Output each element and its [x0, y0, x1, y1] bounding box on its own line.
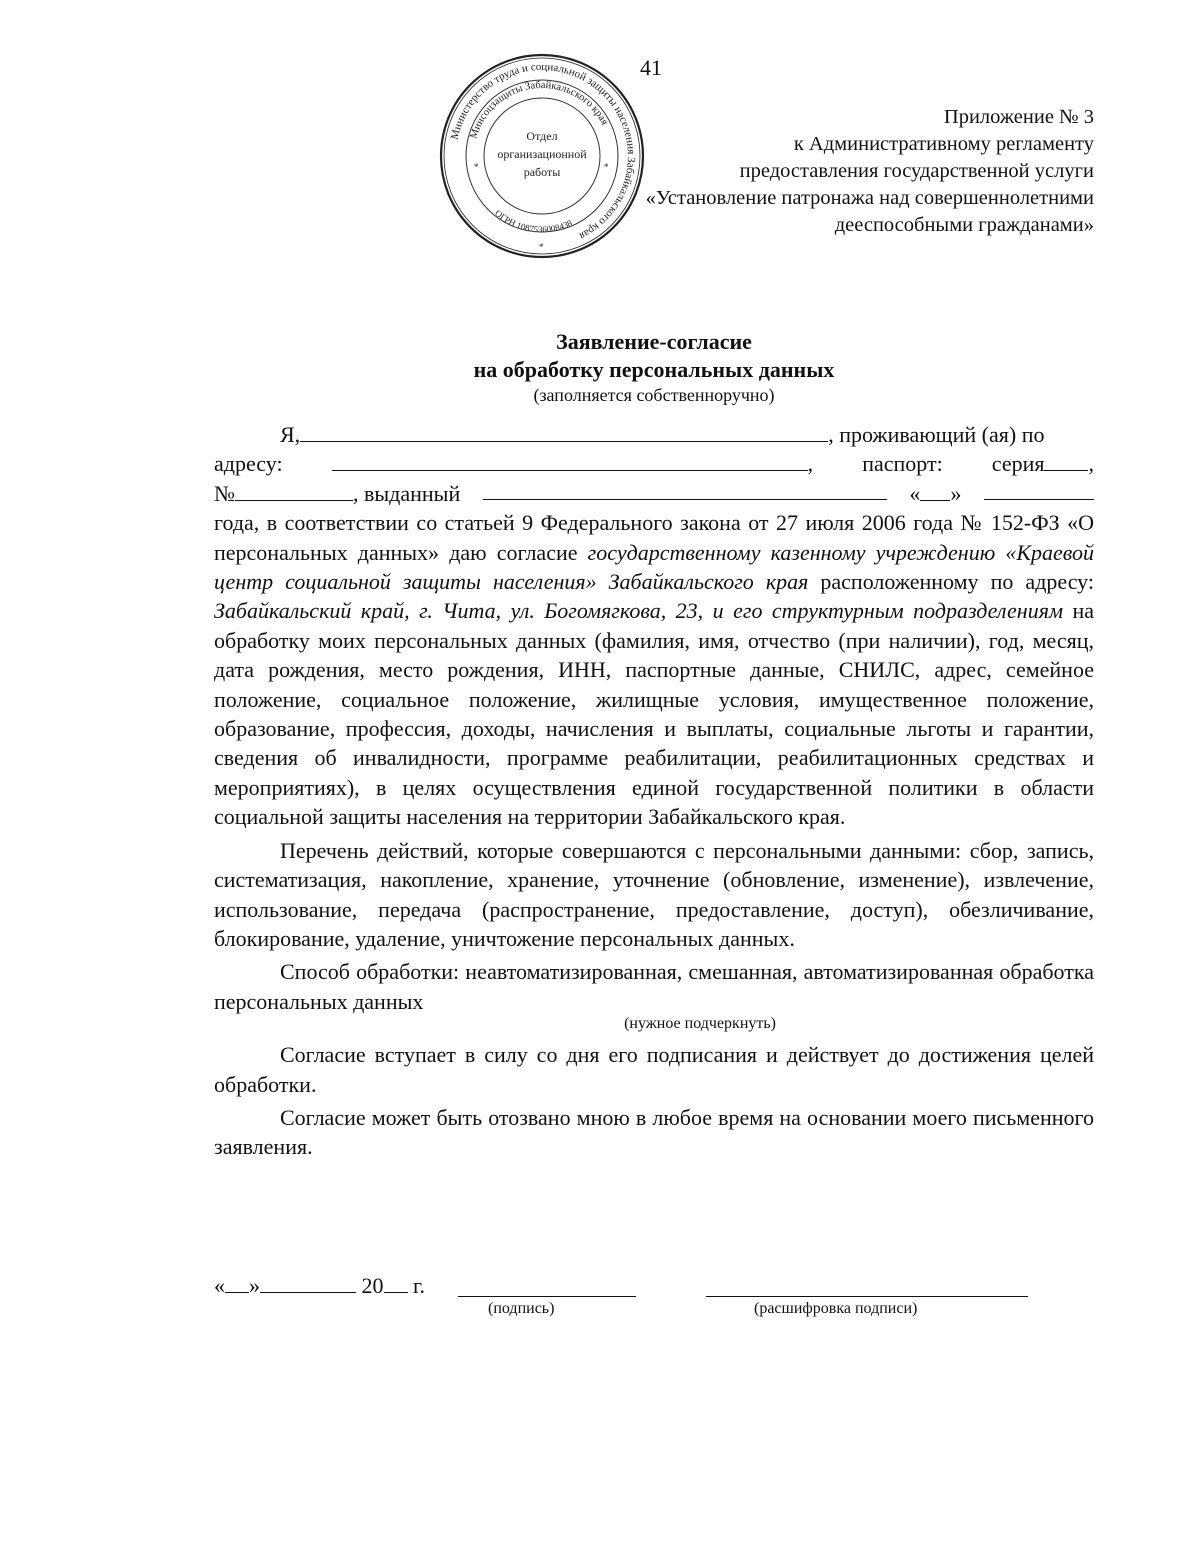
- consent-text-c: на обработку моих персональных данных (фамилия, имя, отчество (при наличии), год, месяц, дата рождения, место рождения, ИНН, паспортные данные, СНИЛС, адрес, семейное положение, социальное положение, жилищные условия, имущественное положение, образование, профессия, доходы, начисления и выплаты, социальные льготы и гарантии, сведения об инвалидности, программе реабилитации, реабилитационных средствах и мероприятиях), в целях осуществления единой государственной политики в области социальной защиты населения на территории Забайкальского края.: [214, 598, 1094, 830]
- blank-signature-decoding[interactable]: [706, 1296, 1028, 1297]
- appendix-line: предоставления государственной услуги: [739, 160, 1094, 182]
- label-series: серия: [991, 451, 1045, 477]
- comma: ,: [1088, 451, 1094, 477]
- label-signature: (подпись): [488, 1300, 555, 1317]
- stamp-seal-image: [438, 52, 646, 260]
- consent-text-b: расположенному по адресу:: [808, 569, 1094, 595]
- form-line-passport: [214, 479, 1094, 508]
- document-body: [214, 420, 1094, 1162]
- blank-issue-month[interactable]: [984, 479, 1094, 500]
- label-passport: паспорт:: [862, 451, 943, 477]
- svg-text:*: *: [539, 242, 544, 252]
- blank-full-name[interactable]: [300, 421, 828, 442]
- consent-text-a: года, в соответствии со статьей 9 Федерального закона от 27 июля 2006 года № 152-ФЗ «О персональных данных» даю согласие: [214, 510, 1094, 565]
- appendix-line: Приложение № 3: [943, 106, 1094, 128]
- quote-close: »: [950, 480, 962, 506]
- appendix-header: [646, 104, 1094, 239]
- blank-series[interactable]: [1044, 450, 1088, 471]
- form-line-address: [214, 449, 1094, 478]
- svg-text:Отдел: Отдел: [526, 129, 558, 143]
- svg-text:организационной: организационной: [497, 147, 587, 161]
- label-signature-decoding: (расшифровка подписи): [754, 1300, 918, 1317]
- label-issued: , выданный: [353, 480, 461, 506]
- appendix-line: к Административному регламенту: [793, 133, 1094, 155]
- svg-text:работы: работы: [523, 165, 561, 179]
- paragraph-revocation: Согласие может быть отозвано мною в любое время на основании моего письменного заявления.: [214, 1104, 1094, 1160]
- appendix-line: «Установление патронажа над совершеннолетними: [645, 187, 1094, 209]
- appendix-line: дееспособными гражданами»: [834, 214, 1094, 236]
- blank-passport-number[interactable]: [235, 480, 353, 501]
- blank-signature[interactable]: [458, 1296, 636, 1297]
- document-title: [214, 328, 1094, 406]
- quote-close: »: [249, 1273, 260, 1298]
- quote-open: «: [909, 480, 921, 506]
- svg-text:Минсоцзащиты Забайкальского кр: Минсоцзащиты Забайкальского края: [468, 79, 610, 141]
- blank-sign-day[interactable]: [225, 1272, 249, 1293]
- blank-sign-year[interactable]: [384, 1272, 408, 1293]
- quote-open: «: [214, 1273, 225, 1298]
- title-line-2: на обработку персональных данных: [473, 357, 835, 382]
- paragraph-effective: Согласие вступает в силу со дня его подписания и действует до достижения целей обработки.: [214, 1042, 1094, 1097]
- blank-address[interactable]: [332, 450, 808, 471]
- blank-issue-day[interactable]: [920, 480, 950, 501]
- year-suffix: г.: [413, 1273, 426, 1298]
- paragraph-actions: Перечень действий, которые совершаются с персональными данными: сбор, запись, систематизация, накопление, хранение, уточнение (обновление, изменение), извлечение, использование, передача (распространение, предоставление, доступ), обезличивание, блокирование, удаление, уничтожение персональных данных.: [214, 837, 1094, 951]
- consent-address: Забайкальский край, г. Чита, ул. Богомягкова, 23, и его структурным подразделениям: [214, 598, 1063, 624]
- label-address: адресу:: [214, 451, 283, 477]
- year-prefix: 20: [361, 1273, 384, 1298]
- title-note: (заполняется собственноручно): [533, 385, 775, 405]
- comma: ,: [807, 451, 814, 477]
- svg-text:*: *: [604, 162, 609, 172]
- hint-underline: (нужное подчеркнуть): [624, 1015, 776, 1033]
- form-line-name: [214, 420, 1094, 449]
- title-line-1: Заявление-согласие: [556, 329, 752, 354]
- page-number: 41: [640, 55, 662, 80]
- paragraph-method: Способ обработки: неавтоматизированная, смешанная, автоматизированная обработка персональных данных: [214, 959, 1094, 1014]
- blank-issued-by[interactable]: [483, 479, 887, 500]
- svg-text:ОГРН 1087536008438: ОГРН 1087536008438: [493, 207, 574, 235]
- label-i: Я,: [280, 422, 301, 447]
- blank-sign-month[interactable]: [260, 1272, 356, 1293]
- svg-text:Министерство труда и социально: Министерство труда и социальной защиты населения Забайкальского края: [448, 60, 638, 242]
- official-stamp: [438, 52, 646, 260]
- consent-organization: государственному казенному учреждению «Краевой центр социальной защиты населения» Забайкальского края: [214, 539, 1095, 595]
- signature-date-row: [214, 1272, 425, 1299]
- label-number: №: [214, 480, 235, 506]
- svg-text:*: *: [474, 162, 479, 172]
- paragraph-consent: [214, 508, 1094, 831]
- label-residing: , проживающий (ая) по: [828, 422, 1045, 447]
